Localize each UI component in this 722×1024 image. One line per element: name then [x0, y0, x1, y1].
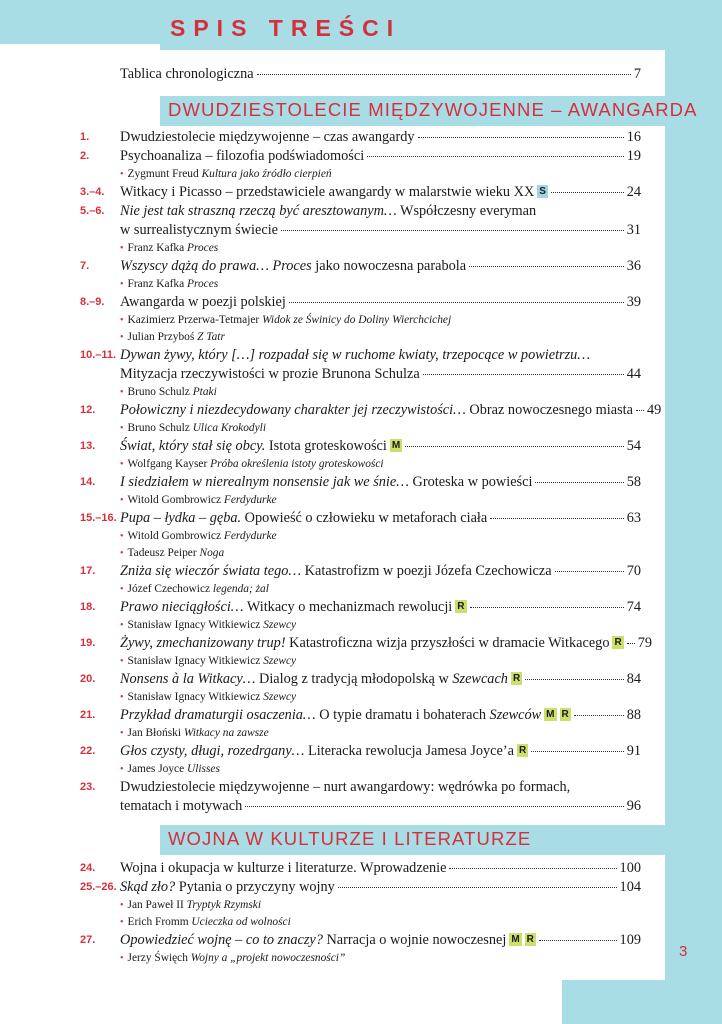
- page-title: SPIS TREŚCI: [170, 15, 402, 41]
- title-text: Jerzy Święch: [127, 952, 191, 964]
- entry-title-line: [120, 797, 641, 816]
- dot-leader: [281, 230, 624, 231]
- toc-entry[interactable]: [0, 859, 722, 878]
- title-text: Katastrofizm w poezji Józefa Czechowicza: [301, 563, 552, 579]
- page-ref: 84: [626, 671, 641, 687]
- entry-title-line: [120, 202, 641, 221]
- reading-ref: [120, 329, 722, 346]
- italic-text: Świat, który stał się obcy.: [120, 438, 266, 454]
- title-text: Witkacy i Picasso – przedstawiciele awangardy w malarstwie wieku XX: [120, 184, 535, 200]
- bullet-icon: •: [120, 459, 124, 470]
- title-text: Istota groteskowości: [265, 438, 387, 454]
- italic-text: Nonsens à la Witkacy…: [120, 671, 256, 687]
- entry-number: 13.: [80, 440, 96, 452]
- badge-m: M: [511, 934, 520, 945]
- entry-title: [120, 706, 571, 725]
- italic-text: Ulisses: [186, 763, 220, 775]
- toc-entry[interactable]: [0, 202, 722, 257]
- italic-text: Proces: [186, 278, 219, 290]
- badge-r: R: [457, 601, 465, 612]
- section-title: WOJNA W KULTURZE I LITERATURZE: [168, 828, 532, 849]
- entry-title-line: [120, 293, 641, 312]
- italic-text: Żywy, zmechanizowany trup!: [120, 635, 286, 651]
- italic-text: Witkacy na zawsze: [183, 727, 269, 739]
- entry-number: 1.: [80, 131, 90, 143]
- italic-text: Widok ze Świnicy do Doliny Wierchcichej: [262, 314, 452, 326]
- title-text: Zygmunt Freud: [127, 168, 202, 180]
- entry-title-line: [120, 859, 641, 878]
- entry-title: [120, 257, 466, 276]
- bullet-icon: •: [120, 764, 124, 775]
- title-text: Erich Fromm: [127, 916, 192, 928]
- title-text: Współczesny everyman: [396, 203, 537, 219]
- entry-title-line: [120, 128, 641, 147]
- entry-title-line: [120, 706, 641, 725]
- toc-entry[interactable]: [0, 509, 722, 562]
- entry-number: 27.: [80, 934, 96, 946]
- dot-leader: [531, 751, 623, 752]
- dot-leader: [627, 643, 635, 644]
- dot-leader: [367, 156, 624, 157]
- toc-entry[interactable]: [0, 878, 722, 931]
- title-text: w surrealistycznym świecie: [120, 222, 279, 238]
- italic-text: Ferdydurke: [223, 494, 277, 506]
- entry-title-line: [120, 183, 641, 202]
- title-text: Pytania o przyczyny wojny: [175, 879, 335, 895]
- entry-number: 17.: [80, 565, 96, 577]
- badge-r: R: [526, 934, 534, 945]
- bullet-icon: •: [120, 953, 124, 964]
- dot-leader: [338, 887, 617, 888]
- page-ref: 31: [626, 222, 641, 238]
- cyan-band-bottom-right: [562, 980, 722, 1024]
- entry-title: [120, 634, 624, 653]
- dot-leader: [449, 868, 616, 869]
- bullet-icon: •: [120, 548, 124, 559]
- entry-title: [120, 670, 522, 689]
- entry-title: [120, 147, 364, 166]
- italic-text: Wojny a „projekt nowoczesności”: [190, 952, 346, 964]
- italic-text: Opowiedzieć wojnę – co to znaczy?: [120, 932, 323, 948]
- title-text: O typie dramatu i bohaterach: [315, 707, 490, 723]
- title-text: Mityzacja rzeczywistości w prozie Brunona Schulza: [120, 366, 420, 382]
- toc-entry[interactable]: [0, 293, 722, 346]
- italic-text: Połowiczny i niezdecydowany charakter jej rzeczywistości…: [120, 402, 466, 418]
- italic-text: Wszyscy dążą do prawa…: [120, 258, 269, 274]
- italic-text: Prawo nieciągłości…: [120, 599, 244, 615]
- page-ref: 109: [619, 932, 641, 948]
- title-text: Katastroficzna wizja przyszłości w dramacie Witkacego: [285, 635, 610, 651]
- title-text: Obraz nowoczesnego miasta: [465, 402, 633, 418]
- dot-leader: [636, 410, 644, 411]
- entry-title-line: [120, 65, 641, 84]
- badge-m: M: [546, 709, 555, 720]
- entry-title: [120, 878, 335, 897]
- title-text: Witold Gombrowicz: [127, 494, 224, 506]
- title-text: Kazimierz Przerwa-Tetmajer: [127, 314, 263, 326]
- title-text: Wolfgang Kayser: [127, 458, 211, 470]
- toc-entry[interactable]: [0, 257, 722, 293]
- entry-title-line: [120, 778, 641, 797]
- entry-title: [120, 797, 242, 816]
- title-text: Groteska w powieści: [408, 474, 533, 490]
- entry-title-line: [120, 742, 641, 761]
- reading-ref: [120, 914, 722, 931]
- toc-entry[interactable]: [0, 931, 722, 967]
- dot-leader: [525, 679, 624, 680]
- toc-entry[interactable]: [0, 128, 722, 147]
- italic-text: legenda; żal: [212, 583, 269, 595]
- title-text: Franz Kafka: [127, 278, 187, 290]
- entry-number: 3.–4.: [80, 186, 105, 198]
- entry-title: [120, 742, 528, 761]
- entry-title-line: [120, 437, 641, 456]
- entry-number: 19.: [80, 637, 96, 649]
- title-text: Literacka rewolucja Jamesa Joyce’a: [304, 743, 514, 759]
- italic-text: Dywan żywy, który […] rozpadał się w ruchome kwiaty, trzepocące w powietrzu…: [120, 347, 591, 363]
- toc-entry[interactable]: [0, 346, 722, 401]
- page-ref: 91: [626, 743, 641, 759]
- toc-entry[interactable]: [0, 65, 722, 84]
- reading-ref: [120, 897, 722, 914]
- reading-ref: [120, 617, 722, 634]
- italic-text: Szewcy: [263, 655, 297, 667]
- entry-number: 12.: [80, 404, 96, 416]
- entry-number: 7.: [80, 260, 90, 272]
- toc-entry[interactable]: [0, 706, 722, 742]
- reading-ref: [120, 725, 722, 742]
- title-text: Tablica chronologiczna: [120, 66, 254, 82]
- entry-title: [120, 509, 487, 528]
- page-ref: 88: [626, 707, 641, 723]
- entry-number: 21.: [80, 709, 96, 721]
- entry-title-line: [120, 257, 641, 276]
- badge-m: M: [391, 440, 401, 451]
- entry-title: [120, 203, 536, 219]
- toc-entry[interactable]: [0, 183, 722, 202]
- entry-title-line: [120, 634, 652, 653]
- dot-leader: [574, 715, 624, 716]
- italic-text: Pupa – łydka – gęba.: [120, 510, 242, 526]
- badge-r: R: [614, 637, 622, 648]
- badge-s: S: [539, 186, 546, 197]
- dot-leader: [539, 940, 617, 941]
- page-ref: 36: [626, 258, 641, 274]
- dot-leader: [423, 374, 624, 375]
- entry-number: 22.: [80, 745, 96, 757]
- page-ref: 54: [626, 438, 641, 454]
- page-ref: 79: [637, 635, 652, 651]
- title-text: Narracja o wojnie nowoczesnej: [322, 932, 507, 948]
- entry-number: 8.–9.: [80, 296, 105, 308]
- title-text: tematach i motywach: [120, 798, 243, 814]
- badge-r: R: [561, 709, 569, 720]
- toc-entry[interactable]: [0, 437, 722, 473]
- italic-text: Zniża się wieczór świata tego…: [120, 563, 302, 579]
- entry-title: [120, 859, 446, 878]
- entry-number: 14.: [80, 476, 96, 488]
- italic-text: Szewcy: [263, 619, 297, 631]
- title-text: Bruno Schulz: [127, 386, 193, 398]
- title-text: Dwudziestolecie międzywojenne – nurt awangardowy: wędrówka po formach,: [120, 779, 571, 795]
- dot-leader: [289, 302, 624, 303]
- entry-number: 5.–6.: [80, 205, 105, 217]
- entry-title: [120, 437, 402, 456]
- reading-ref: [120, 950, 722, 967]
- title-text: Jan Błoński: [127, 727, 184, 739]
- entry-title: [120, 598, 467, 617]
- dot-leader: [470, 607, 624, 608]
- reading-ref: [120, 420, 722, 437]
- italic-text: Proces: [186, 242, 219, 254]
- bullet-icon: •: [120, 728, 124, 739]
- dot-leader: [490, 518, 623, 519]
- reading-ref: [120, 240, 722, 257]
- italic-text: Głos czysty, długi, rozedrgany…: [120, 743, 305, 759]
- entry-title-line: [120, 562, 641, 581]
- title-text: Dialog z tradycją młodopolską w: [255, 671, 453, 687]
- italic-text: Szewcy: [263, 691, 297, 703]
- title-text: Julian Przyboś: [127, 331, 198, 343]
- bullet-icon: •: [120, 531, 124, 542]
- bullet-icon: •: [120, 243, 124, 254]
- italic-text: Szewców: [489, 707, 542, 723]
- bullet-icon: •: [120, 279, 124, 290]
- toc-list: [0, 859, 722, 967]
- title-text: Józef Czechowicz: [127, 583, 213, 595]
- title-text: Stanisław Ignacy Witkiewicz: [127, 691, 264, 703]
- bullet-icon: •: [120, 315, 124, 326]
- entry-title-line: [120, 365, 641, 384]
- reading-ref: [120, 581, 722, 598]
- page-ref: 100: [619, 860, 641, 876]
- page-ref: 70: [626, 563, 641, 579]
- italic-text: Szewcach: [452, 671, 508, 687]
- toc-entry[interactable]: [0, 473, 722, 509]
- reading-ref: [120, 456, 722, 473]
- bullet-icon: •: [120, 169, 124, 180]
- bullet-icon: •: [120, 332, 124, 343]
- dot-leader: [418, 137, 624, 138]
- title-text: Bruno Schulz: [127, 422, 193, 434]
- title-text: Jan Paweł II: [127, 899, 187, 911]
- entry-title: [120, 183, 548, 202]
- page-ref: 58: [626, 474, 641, 490]
- toc-entry[interactable]: [0, 742, 722, 778]
- bullet-icon: •: [120, 900, 124, 911]
- toc-entry[interactable]: [0, 598, 722, 634]
- toc-entry[interactable]: [0, 778, 722, 816]
- entry-number: 23.: [80, 781, 96, 793]
- page-ref: 39: [626, 294, 641, 310]
- entry-title-line: [120, 147, 641, 166]
- italic-text: Proces: [272, 258, 312, 274]
- reading-ref: [120, 761, 722, 778]
- page-ref: 74: [626, 599, 641, 615]
- entry-title-line: [120, 598, 641, 617]
- toc-entry[interactable]: [0, 670, 722, 706]
- entry-title: [120, 293, 286, 312]
- reading-ref: [120, 528, 722, 545]
- dot-leader: [555, 571, 624, 572]
- page-ref: 19: [626, 148, 641, 164]
- title-text: Stanisław Ignacy Witkiewicz: [127, 655, 264, 667]
- badge-r: R: [512, 673, 521, 684]
- title-text: Witkacy o mechanizmach rewolucji: [243, 599, 453, 615]
- page-ref: 44: [626, 366, 641, 382]
- entry-title-line: [120, 878, 641, 897]
- title-text: Psychoanaliza – filozofia podświadomości: [120, 148, 365, 164]
- entry-title-line: [120, 473, 641, 492]
- toc-entry[interactable]: [0, 147, 722, 183]
- page-ref: 104: [619, 879, 641, 895]
- entry-number: 18.: [80, 601, 96, 613]
- reading-ref: [120, 312, 722, 329]
- entry-title-line: [120, 931, 641, 950]
- bullet-icon: •: [120, 692, 124, 703]
- bullet-icon: •: [120, 656, 124, 667]
- entry-title: [120, 128, 415, 147]
- reading-ref: [120, 653, 722, 670]
- entry-title: [120, 473, 532, 492]
- bullet-icon: •: [120, 584, 124, 595]
- badge-r: R: [518, 745, 527, 756]
- reading-ref: [120, 689, 722, 706]
- title-text: Tadeusz Peiper: [127, 547, 200, 559]
- reading-ref: [120, 492, 722, 509]
- italic-text: Tryptyk Rzymski: [186, 899, 262, 911]
- page-ref: 16: [626, 129, 641, 145]
- page-ref: 7: [633, 66, 641, 82]
- italic-text: Ferdydurke: [223, 530, 277, 542]
- bullet-icon: •: [120, 495, 124, 506]
- entry-title-line: [120, 221, 641, 240]
- entry-title: [120, 401, 633, 420]
- italic-text: Z Tatr: [197, 331, 225, 343]
- reading-ref: [120, 276, 722, 293]
- entry-title: [120, 931, 536, 950]
- entry-title: [120, 221, 278, 240]
- title-text: Witold Gombrowicz: [127, 530, 224, 542]
- title-text: Awangarda w poezji polskiej: [120, 294, 286, 310]
- entry-number: 10.–11.: [80, 349, 117, 361]
- bullet-icon: •: [120, 387, 124, 398]
- cyan-band-top-left: [0, 0, 160, 44]
- bullet-icon: •: [120, 917, 124, 928]
- title-text: Stanisław Ignacy Witkiewicz: [127, 619, 264, 631]
- section-title: DWUDZIESTOLECIE MIĘDZYWOJENNE – AWANGARDA: [168, 99, 698, 120]
- entry-title: [120, 65, 254, 84]
- italic-text: Nie jest tak straszną rzeczą być aresztowanym…: [120, 203, 397, 219]
- italic-text: Ptaki: [192, 386, 217, 398]
- entry-title-line: [120, 670, 641, 689]
- bullet-icon: •: [120, 423, 124, 434]
- entry-number: 25.–26.: [80, 881, 117, 893]
- entry-title-line: [120, 346, 641, 365]
- dot-leader: [551, 192, 624, 193]
- page-ref: 63: [626, 510, 641, 526]
- title-text: Franz Kafka: [127, 242, 187, 254]
- italic-text: Noga: [199, 547, 225, 559]
- reading-ref: [120, 384, 722, 401]
- entry-title: [120, 365, 420, 384]
- dot-leader: [469, 266, 624, 267]
- entry-number: 20.: [80, 673, 96, 685]
- entry-title: [120, 562, 552, 581]
- entry-title: [120, 779, 570, 795]
- toc-entry[interactable]: [0, 634, 722, 670]
- entry-number: 24.: [80, 862, 96, 874]
- italic-text: Kultura jako źródło cierpień: [201, 168, 332, 180]
- entry-number: 2.: [80, 150, 90, 162]
- italic-text: Skąd zło?: [120, 879, 176, 895]
- dot-leader: [257, 74, 631, 75]
- entry-title-line: [120, 401, 662, 420]
- bullet-icon: •: [120, 620, 124, 631]
- title-text: Opowieść o człowieku w metaforach ciała: [241, 510, 488, 526]
- entry-title-line: [120, 509, 641, 528]
- toc-entry[interactable]: [0, 401, 722, 437]
- reading-ref: [120, 545, 722, 562]
- italic-text: Przykład dramaturgii osaczenia…: [120, 707, 316, 723]
- page-ref: 49: [646, 402, 662, 418]
- italic-text: I siedziałem w nierealnym nonsensie jak we śnie…: [120, 474, 409, 490]
- italic-text: Ucieczka od wolności: [191, 916, 291, 928]
- title-text: jako nowoczesna parabola: [311, 258, 467, 274]
- dot-leader: [535, 482, 623, 483]
- italic-text: Próba określenia istoty groteskowości: [210, 458, 384, 470]
- entry-title: [120, 347, 590, 363]
- dot-leader: [245, 806, 623, 807]
- reading-ref: [120, 166, 722, 183]
- toc-list: [0, 128, 722, 816]
- title-text: Dwudziestolecie międzywojenne – czas awangardy: [120, 129, 415, 145]
- title-text: James Joyce: [127, 763, 187, 775]
- page-ref: 24: [626, 184, 641, 200]
- title-text: Wojna i okupacja w kulturze i literaturze. Wprowadzenie: [120, 860, 447, 876]
- page-number: 3: [679, 943, 688, 960]
- toc-list: [0, 65, 722, 84]
- page-ref: 96: [626, 798, 641, 814]
- toc-entry[interactable]: [0, 562, 722, 598]
- italic-text: Ulica Krokodyli: [192, 422, 266, 434]
- dot-leader: [405, 446, 624, 447]
- entry-number: 15.–16.: [80, 512, 117, 524]
